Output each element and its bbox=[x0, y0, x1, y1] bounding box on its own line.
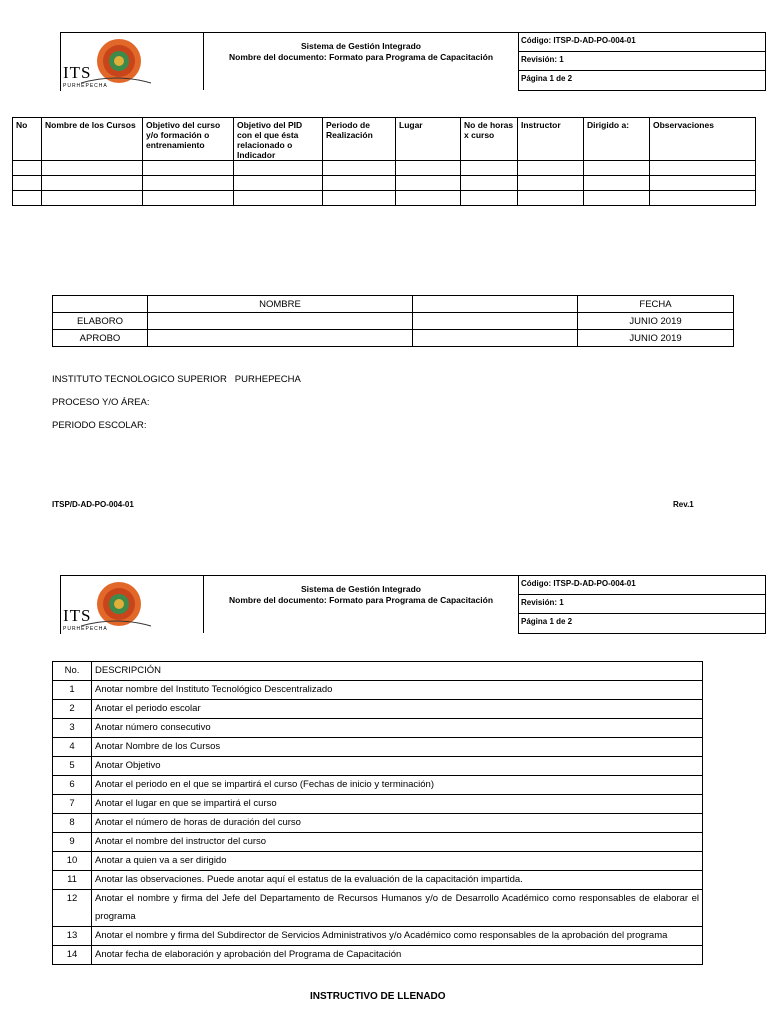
footer-code: ITSP/D-AD-PO-004-01 bbox=[52, 500, 134, 509]
document-header-page2 bbox=[60, 575, 766, 635]
table-row: 10 Anotar a quien va a ser dirigido bbox=[53, 852, 703, 871]
table-row: 4 Anotar Nombre de los Cursos bbox=[53, 738, 703, 757]
doc-page: Página 1 de 2 bbox=[521, 74, 573, 83]
table-row bbox=[53, 313, 734, 330]
col-instructor: Instructor bbox=[518, 118, 584, 161]
table-row bbox=[53, 330, 734, 347]
course-table bbox=[12, 117, 756, 206]
name-header: NOMBRE bbox=[148, 296, 413, 313]
table-row bbox=[13, 161, 756, 176]
logo-text: ITS bbox=[63, 606, 92, 625]
institute-logo bbox=[60, 32, 204, 91]
table-row: 5 Anotar Objetivo bbox=[53, 757, 703, 776]
col-course-name: Nombre de los Cursos bbox=[42, 118, 143, 161]
aprobo-date: JUNIO 2019 bbox=[578, 330, 734, 347]
table-row: 14 Anotar fecha de elaboración y aprobación del Programa de Capacitación bbox=[53, 946, 703, 965]
header-meta bbox=[518, 575, 766, 634]
col-pid-objective: Objetivo del PID con el que ésta relacionado o Indicador bbox=[234, 118, 323, 161]
table-row: 2 Anotar el periodo escolar bbox=[53, 700, 703, 719]
date-header: FECHA bbox=[578, 296, 734, 313]
instructions-caption: INSTRUCTIVO DE LLENADO bbox=[310, 991, 446, 1002]
col-no: No bbox=[13, 118, 42, 161]
table-row: 11 Anotar las observaciones. Puede anotar aquí el estatus de la evaluación de la capacitación impartida. bbox=[53, 871, 703, 890]
table-row: 6 Anotar el periodo en el que se impartirá el curso (Fechas de inicio y terminación) bbox=[53, 776, 703, 795]
doc-code: Código: ITSP-D-AD-PO-004-01 bbox=[519, 33, 765, 52]
table-row: 8 Anotar el número de horas de duración del curso bbox=[53, 814, 703, 833]
system-title: Sistema de Gestión Integrado bbox=[301, 41, 421, 51]
col-course-objective: Objetivo del curso y/o formación o entrenamiento bbox=[143, 118, 234, 161]
system-title: Sistema de Gestión Integrado bbox=[301, 584, 421, 594]
signature-header-row bbox=[53, 296, 734, 313]
doc-revision: Revisión: 1 bbox=[519, 52, 765, 71]
col-observations: Observaciones bbox=[650, 118, 756, 161]
col-hours: No de horas x curso bbox=[461, 118, 518, 161]
table-row: 12 Anotar el nombre y firma del Jefe del Departamento de Recursos Humanos y/o de Desarrollo Académico como responsables de elaborar el programa bbox=[53, 890, 703, 927]
logo-text: ITS bbox=[63, 63, 92, 82]
logo-subtext: PURHEPECHA bbox=[63, 626, 108, 632]
period-label: PERIODO ESCOLAR: bbox=[52, 420, 147, 431]
document-header bbox=[60, 32, 766, 92]
table-row: 7 Anotar el lugar en que se impartirá el curso bbox=[53, 795, 703, 814]
col-period: Periodo de Realización bbox=[323, 118, 396, 161]
elaboro-label: ELABORO bbox=[53, 313, 148, 330]
institute-logo bbox=[60, 575, 204, 634]
institute-name: INSTITUTO TECNOLOGICO SUPERIOR PURHEPECHA bbox=[52, 374, 301, 385]
col-place: Lugar bbox=[396, 118, 461, 161]
document-name: Nombre del documento: Formato para Programa de Capacitación bbox=[228, 595, 494, 605]
table-row: 3 Anotar número consecutivo bbox=[53, 719, 703, 738]
header-meta bbox=[518, 32, 766, 91]
document-name: Nombre del documento: Formato para Programa de Capacitación bbox=[228, 52, 494, 62]
aprobo-label: APROBO bbox=[53, 330, 148, 347]
doc-revision: Revisión: 1 bbox=[519, 595, 765, 614]
table-row: 1 Anotar nombre del Instituto Tecnológico Descentralizado bbox=[53, 681, 703, 700]
doc-code: Código: ITSP-D-AD-PO-004-01 bbox=[519, 576, 765, 595]
course-table-header-row bbox=[13, 118, 756, 161]
instructions-header-row bbox=[53, 662, 703, 681]
signature-table bbox=[52, 295, 734, 347]
table-row: 9 Anotar el nombre del instructor del curso bbox=[53, 833, 703, 852]
process-label: PROCESO Y/O ÁREA: bbox=[52, 397, 150, 408]
col-number: No. bbox=[53, 662, 92, 681]
table-row: 13 Anotar el nombre y firma del Subdirector de Servicios Administrativos y/o Académico como responsables de la aprobación del programa bbox=[53, 927, 703, 946]
logo-subtext: PURHEPECHA bbox=[63, 83, 108, 89]
header-center bbox=[204, 584, 518, 606]
doc-page: Página 1 de 2 bbox=[521, 617, 573, 626]
table-row bbox=[13, 176, 756, 191]
header-center bbox=[204, 41, 518, 63]
table-row bbox=[13, 191, 756, 206]
col-description: DESCRIPCIÓN bbox=[92, 662, 703, 681]
footer-rev: Rev.1 bbox=[673, 500, 694, 509]
col-directed-to: Dirigido a: bbox=[584, 118, 650, 161]
instructions-table bbox=[52, 661, 703, 965]
elaboro-date: JUNIO 2019 bbox=[578, 313, 734, 330]
